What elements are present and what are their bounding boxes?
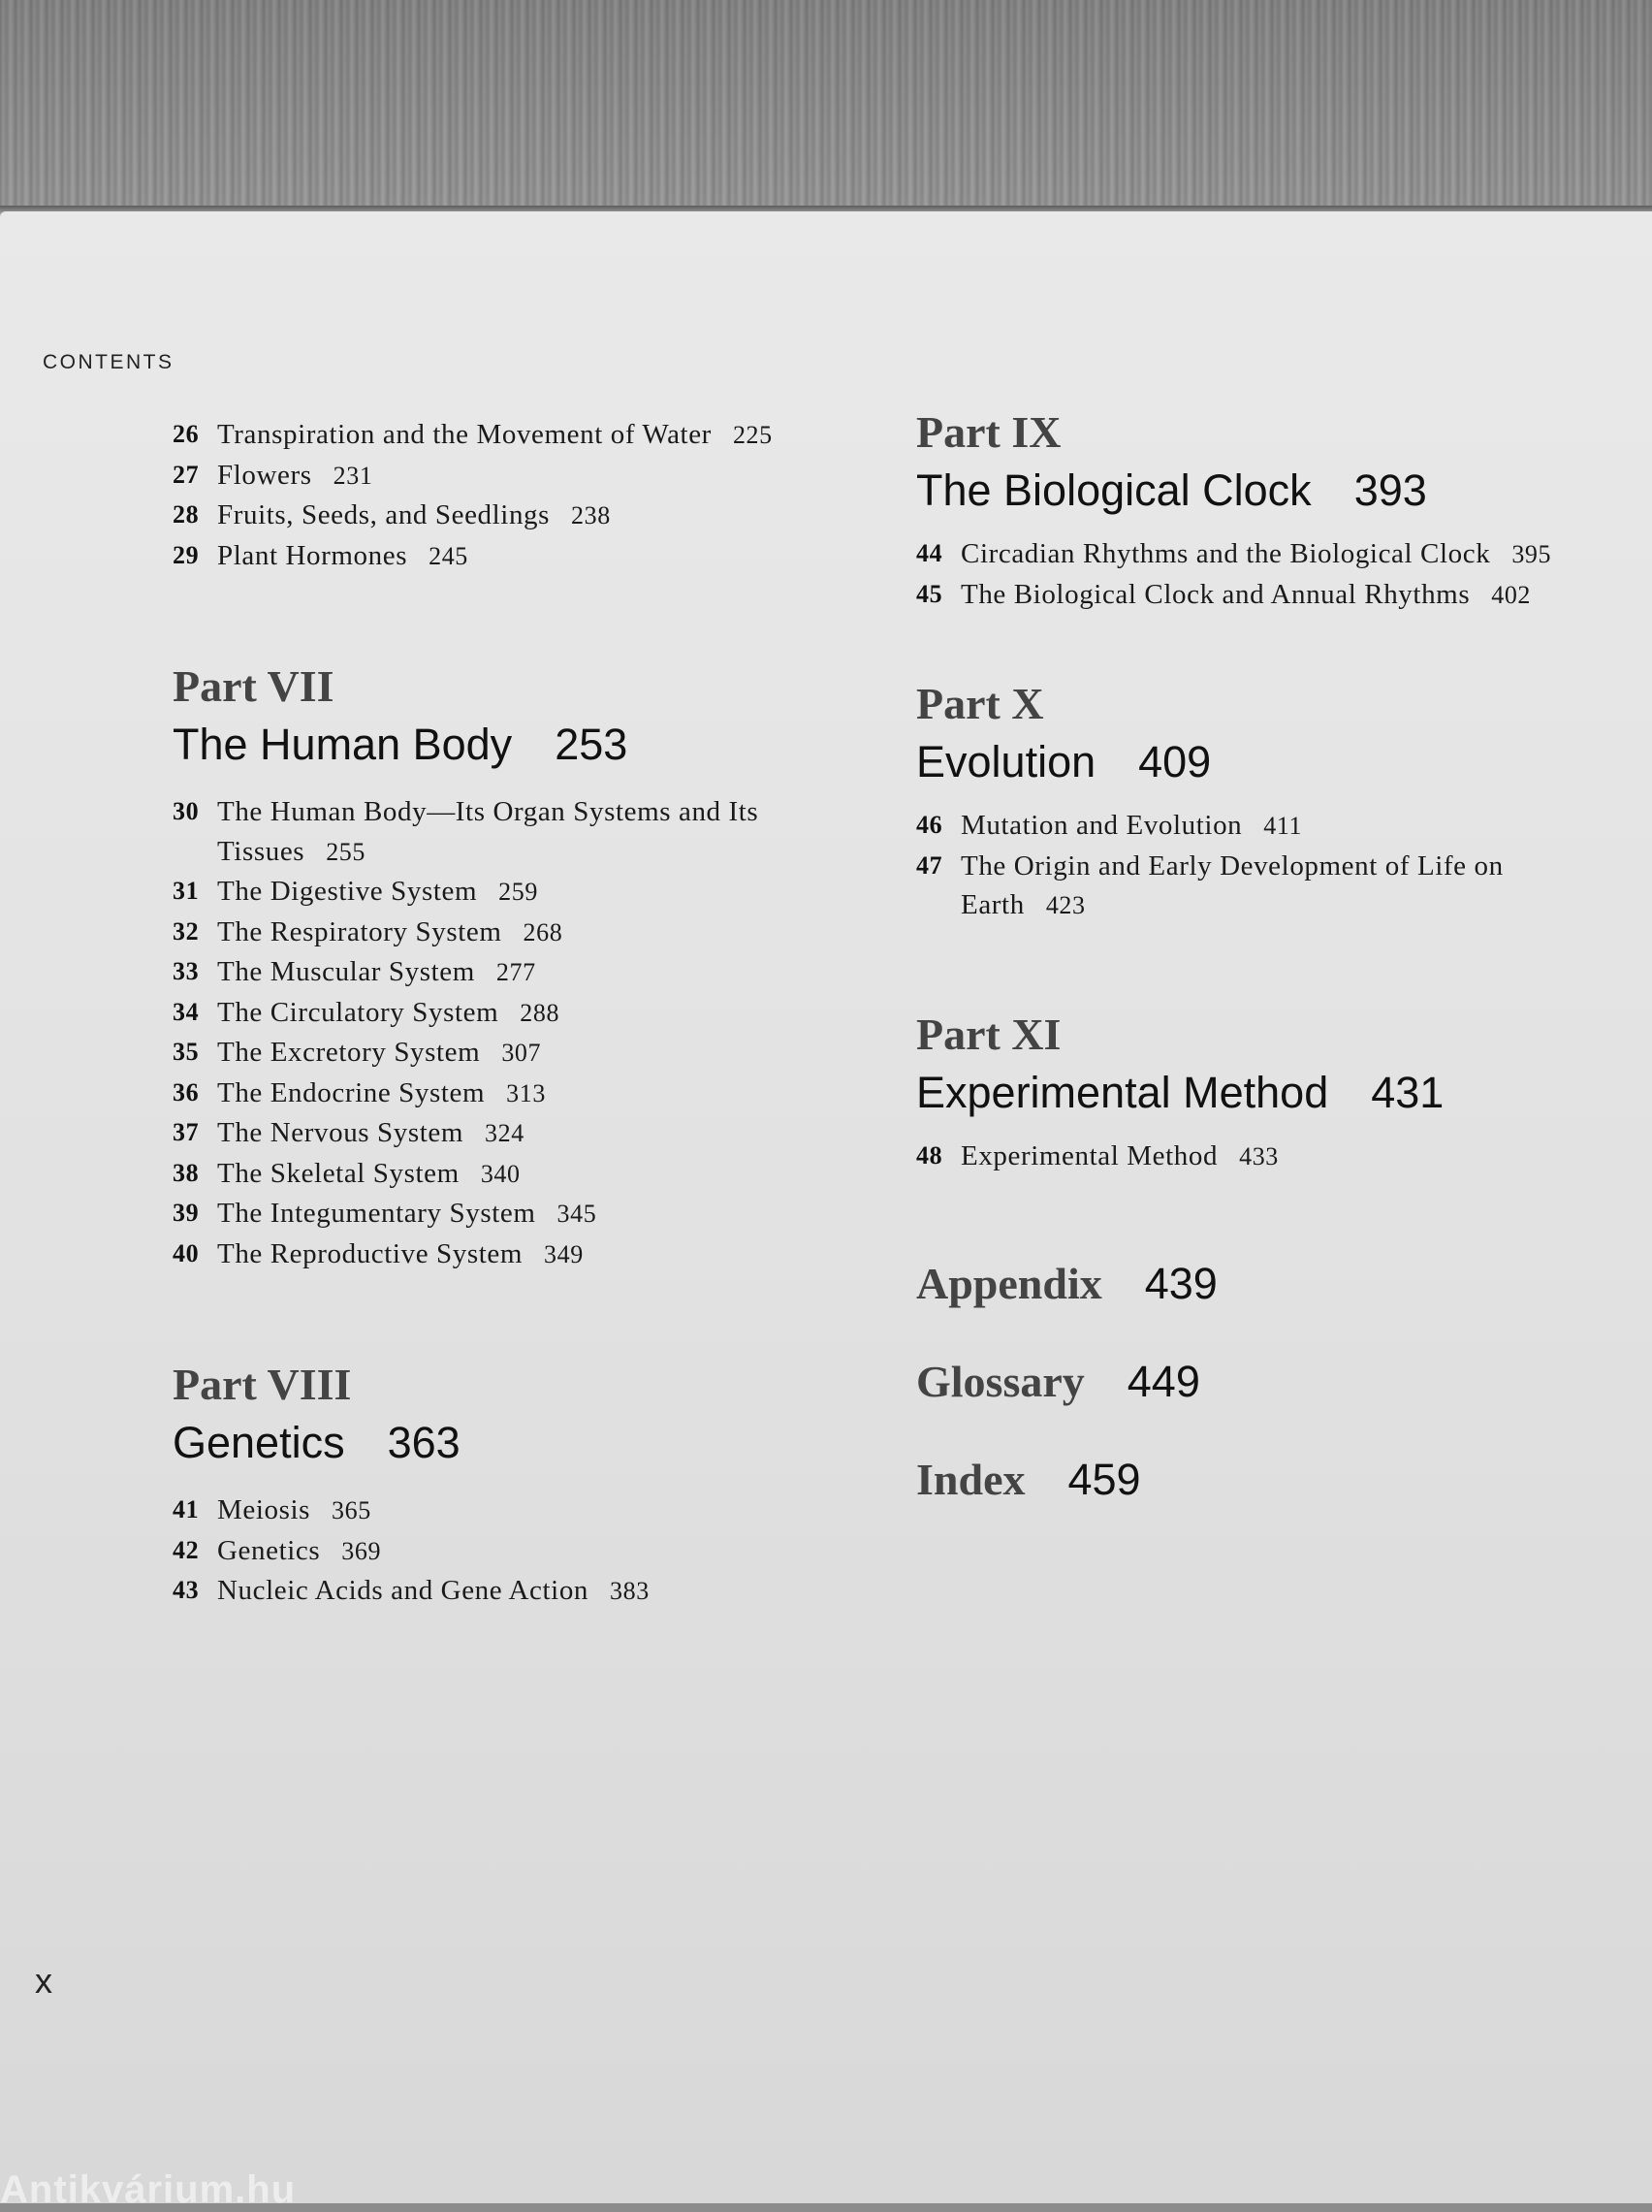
chapter-entry[interactable] — [173, 1571, 871, 1612]
watermark: Antikvárium.hu — [0, 2168, 297, 2211]
part-x-section — [916, 677, 1614, 926]
chapter-title: Transpiration and the Movement of Water — [217, 419, 712, 450]
chapter-number: 32 — [173, 916, 200, 946]
chapter-title: The Biological Clock and Annual Rhythms — [961, 578, 1471, 610]
back-matter-label: Appendix — [916, 1258, 1102, 1308]
chapter-title: The Excretory System — [217, 1037, 481, 1069]
chapter-page: 345 — [556, 1200, 597, 1229]
chapter-page: 365 — [332, 1496, 371, 1525]
chapter-title: Fruits, Seeds, and Seedlings — [217, 499, 551, 530]
continued-chapter-list — [173, 415, 871, 576]
chapter-list — [916, 806, 1614, 926]
chapter-entry[interactable] — [173, 1491, 871, 1531]
part-title-text: The Biological Clock — [916, 465, 1312, 516]
back-matter-page: 459 — [1067, 1454, 1141, 1504]
table-surface — [0, 0, 1652, 233]
chapter-number: 40 — [173, 1238, 200, 1267]
chapter-entry[interactable] — [173, 415, 871, 456]
chapter-entry[interactable] — [173, 1154, 871, 1195]
chapter-number: 47 — [916, 850, 943, 880]
index-entry[interactable] — [916, 1453, 1614, 1506]
chapter-number: 35 — [173, 1038, 200, 1067]
chapter-page: 313 — [506, 1078, 546, 1107]
chapter-page: 288 — [520, 998, 560, 1027]
chapter-number: 29 — [173, 540, 200, 569]
chapter-title: Genetics — [217, 1534, 321, 1566]
chapter-title: Flowers — [217, 459, 312, 491]
back-matter-label: Glossary — [916, 1356, 1085, 1406]
chapter-page: 259 — [498, 878, 538, 907]
part-title[interactable] — [173, 1417, 871, 1469]
chapter-title: The Skeletal System — [217, 1157, 460, 1189]
chapter-number: 31 — [173, 877, 200, 906]
chapter-number: 28 — [173, 500, 200, 529]
chapter-page: 277 — [495, 958, 536, 987]
part-title-text: Genetics — [173, 1418, 345, 1468]
chapter-page: 369 — [341, 1536, 382, 1565]
chapter-title: Experimental Method — [961, 1140, 1219, 1172]
chapter-entry[interactable] — [173, 1234, 871, 1275]
chapter-number: 34 — [173, 997, 200, 1026]
part-vii-section — [173, 659, 871, 1274]
part-title[interactable] — [173, 719, 871, 771]
glossary-entry[interactable] — [916, 1355, 1614, 1408]
part-title-text: Experimental Method — [916, 1068, 1329, 1118]
part-page: 393 — [1353, 465, 1427, 516]
chapter-list — [916, 534, 1614, 615]
left-column — [173, 415, 871, 1612]
back-matter-page: 449 — [1127, 1356, 1200, 1406]
chapter-number: 39 — [173, 1199, 200, 1228]
chapter-entry[interactable] — [173, 913, 871, 953]
chapter-page: 238 — [571, 501, 611, 529]
chapter-entry[interactable] — [173, 1074, 871, 1114]
chapter-title: Nucleic Acids and Gene Action — [217, 1575, 589, 1607]
chapter-page: 245 — [429, 541, 468, 570]
chapter-list — [173, 1491, 871, 1612]
part-label: Part XI — [916, 1009, 1062, 1059]
chapter-entry[interactable] — [173, 872, 871, 913]
chapter-entry[interactable] — [916, 1137, 1614, 1177]
part-page: 253 — [555, 720, 628, 770]
chapter-title: The Endocrine System — [217, 1076, 486, 1108]
part-label: Part VII — [173, 661, 334, 711]
chapter-entry[interactable] — [173, 792, 871, 872]
part-page: 431 — [1371, 1068, 1445, 1118]
chapter-title: The Digestive System — [217, 876, 478, 908]
chapter-page: 225 — [732, 421, 773, 449]
chapter-title: Plant Hormones — [217, 539, 408, 571]
chapter-title: Circadian Rhythms and the Biological Clock — [961, 538, 1491, 570]
part-title[interactable] — [916, 736, 1614, 788]
running-head: CONTENTS — [43, 351, 175, 373]
part-title[interactable] — [916, 465, 1614, 517]
chapter-number: 48 — [916, 1141, 943, 1170]
chapter-number: 33 — [173, 957, 200, 986]
chapter-number: 46 — [916, 811, 943, 840]
chapter-number: 42 — [173, 1535, 200, 1564]
chapter-title: Mutation and Evolution — [961, 810, 1243, 842]
chapter-page: 307 — [501, 1039, 542, 1068]
appendix-entry[interactable] — [916, 1257, 1614, 1310]
chapter-number: 38 — [173, 1158, 200, 1187]
chapter-list — [173, 792, 871, 1274]
chapter-number: 44 — [916, 539, 943, 568]
chapter-entry[interactable] — [173, 1531, 871, 1572]
part-label: Part IX — [916, 407, 1062, 457]
part-label: Part VIII — [173, 1360, 352, 1410]
chapter-title: The Muscular System — [217, 956, 475, 988]
chapter-page: 395 — [1511, 540, 1552, 569]
chapter-number: 37 — [173, 1118, 200, 1147]
chapter-number: 36 — [173, 1077, 200, 1106]
part-xi-section — [916, 1008, 1614, 1177]
chapter-entry[interactable] — [173, 536, 871, 577]
chapter-page: 383 — [610, 1577, 650, 1606]
chapter-entry[interactable] — [916, 575, 1614, 616]
chapter-number: 43 — [173, 1576, 200, 1605]
chapter-number: 45 — [916, 579, 943, 608]
part-title[interactable] — [916, 1067, 1614, 1119]
chapter-number: 26 — [173, 420, 200, 448]
chapter-page: 411 — [1263, 812, 1303, 841]
chapter-entry[interactable] — [916, 534, 1614, 575]
part-ix-section — [916, 405, 1614, 615]
chapter-page: 340 — [480, 1159, 521, 1188]
part-viii-section — [173, 1358, 871, 1612]
chapter-title: The Human Body—Its Organ Systems and Its Tissues — [217, 796, 759, 867]
right-column — [916, 405, 1614, 1506]
chapter-title: Meiosis — [217, 1494, 311, 1526]
chapter-list — [916, 1137, 1614, 1177]
chapter-entry[interactable] — [916, 847, 1614, 926]
chapter-number: 27 — [173, 460, 200, 489]
chapter-title: The Origin and Early Development of Life on Earth — [961, 850, 1504, 921]
chapter-title: The Respiratory System — [217, 915, 502, 947]
chapter-title: The Integumentary System — [217, 1198, 536, 1230]
chapter-page: 324 — [485, 1119, 524, 1148]
part-title-text: The Human Body — [173, 720, 513, 770]
chapter-page: 268 — [523, 917, 563, 946]
chapter-entry[interactable] — [916, 806, 1614, 847]
part-page: 363 — [387, 1418, 461, 1468]
chapter-page: 402 — [1491, 580, 1532, 609]
chapter-title: The Reproductive System — [217, 1237, 524, 1269]
part-page: 409 — [1138, 737, 1212, 787]
chapter-page: 349 — [544, 1239, 584, 1268]
part-title-text: Evolution — [916, 737, 1096, 787]
part-label: Part X — [916, 679, 1044, 729]
chapter-title: The Nervous System — [217, 1117, 464, 1149]
chapter-entry[interactable] — [173, 993, 871, 1034]
back-matter-label: Index — [916, 1454, 1026, 1504]
chapter-page: 423 — [1045, 891, 1086, 920]
chapter-entry[interactable] — [173, 1033, 871, 1074]
chapter-entry[interactable] — [173, 952, 871, 993]
chapter-entry[interactable] — [173, 1113, 871, 1154]
back-matter — [916, 1257, 1614, 1507]
chapter-entry[interactable] — [173, 496, 871, 536]
back-matter-page: 439 — [1144, 1258, 1218, 1308]
chapter-title: The Circulatory System — [217, 996, 499, 1028]
chapter-entry[interactable] — [173, 1194, 871, 1234]
page-number: x — [35, 1961, 52, 2001]
chapter-number: 30 — [173, 797, 200, 826]
chapter-page: 231 — [333, 461, 373, 490]
chapter-number: 41 — [173, 1495, 200, 1524]
chapter-page: 255 — [326, 837, 365, 866]
chapter-entry[interactable] — [173, 456, 871, 497]
chapter-page: 433 — [1239, 1142, 1279, 1171]
